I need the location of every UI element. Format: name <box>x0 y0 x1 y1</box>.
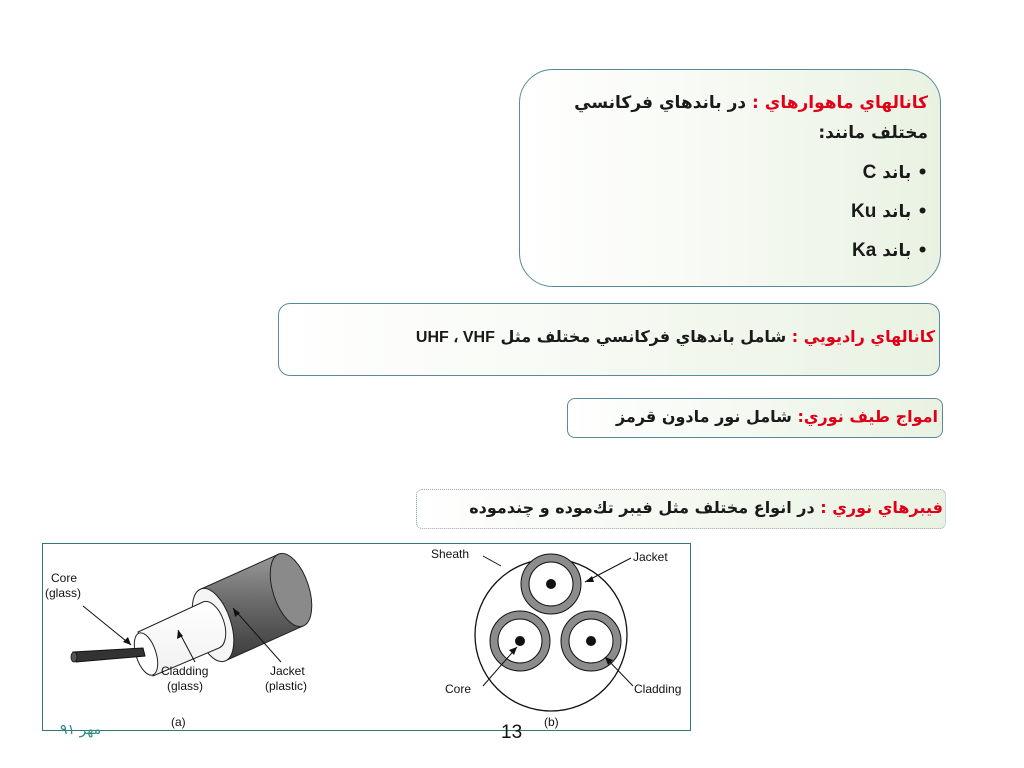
satellite-description: در باندهاي فركانسي مختلف مانند: <box>574 93 928 143</box>
band-c: C <box>862 162 877 183</box>
single-fiber-drawing <box>45 548 320 729</box>
bullet-word: • باند <box>882 241 928 261</box>
satellite-term: كانالهاي ماهوارهاي <box>764 93 928 113</box>
core-rod <box>73 648 145 662</box>
core-end <box>71 652 77 662</box>
optical-term: امواج طيف نوري: <box>797 407 938 426</box>
satellite-channels-box <box>519 69 941 287</box>
fiber-term: فيبرهاي نوري <box>832 498 943 517</box>
fiber-core-top <box>546 579 556 589</box>
optical-description: شامل نور مادون قرمز <box>615 407 792 426</box>
page-number: 13 <box>501 722 523 743</box>
fiber-diagram-figure <box>42 543 691 731</box>
bullet-word: • باند <box>882 163 928 183</box>
multi-fiber-cable-drawing <box>431 547 681 729</box>
jacket-label: Jacket <box>270 664 305 678</box>
fiber-diagram-svg <box>43 544 692 732</box>
satellite-separator: : <box>746 93 765 113</box>
core-pointer <box>83 606 131 645</box>
bullet-item <box>540 198 928 226</box>
bullet-word: • باند <box>882 202 928 222</box>
core-b-label: Core <box>445 682 472 696</box>
core-sublabel: (glass) <box>45 586 82 600</box>
band-ka: Ka <box>852 240 877 261</box>
radio-bands: UHF ، VHF <box>415 329 495 346</box>
optical-fibers-box <box>416 489 946 529</box>
sheath-pointer <box>483 556 501 566</box>
radio-description: شامل باندهاي فركانسي مختلف مثل <box>500 327 787 346</box>
jacket-sublabel: (plastic) <box>265 679 308 693</box>
fiber-description: در انواع مختلف مثل فيبر تك‌موده و چندموده <box>469 498 815 517</box>
fiber-core-left <box>515 636 525 646</box>
fiber-separator: : <box>814 498 833 517</box>
core-label: Core <box>51 571 78 585</box>
footer-date: مهر ٩١ <box>60 722 102 738</box>
core-arrowhead <box>123 637 131 645</box>
cladding-label: Cladding <box>161 664 209 678</box>
optical-waves-box <box>567 398 943 438</box>
sheath-label: Sheath <box>431 547 470 561</box>
radio-term: كانالهاي راديويي <box>803 327 935 346</box>
radio-separator: : <box>786 327 804 346</box>
cladding-sublabel: (glass) <box>167 679 204 693</box>
band-ku: Ku <box>850 201 877 222</box>
satellite-channels-text <box>540 88 928 148</box>
caption-a: (a) <box>171 715 186 729</box>
caption-b: (b) <box>544 715 559 729</box>
bullet-item <box>540 159 928 187</box>
bullet-item <box>540 237 928 265</box>
fiber-core-right <box>586 636 596 646</box>
cladding-b-label: Cladding <box>634 682 682 696</box>
jacket-b-label: Jacket <box>633 550 668 564</box>
radio-channels-box <box>278 303 940 376</box>
